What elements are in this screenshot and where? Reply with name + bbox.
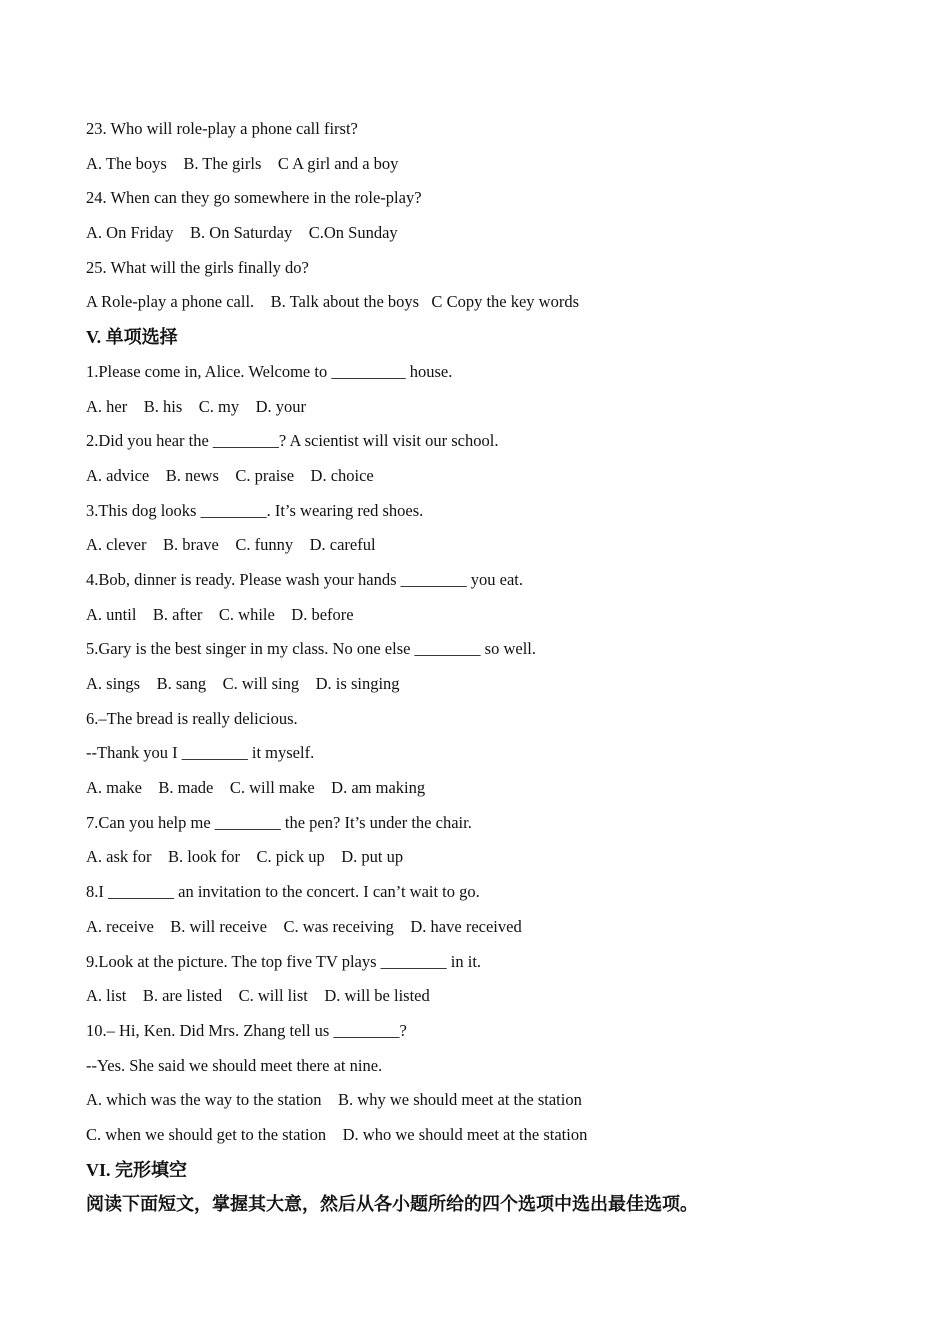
- sc-question-10: 10.– Hi, Ken. Did Mrs. Zhang tell us ________?: [86, 1020, 407, 1040]
- sc-question-8: 8.I ________ an invitation to the concert. I can’t wait to go.: [86, 882, 480, 902]
- sc-question-6-reply: --Thank you I ________ it myself.: [86, 743, 315, 763]
- sc-question-1: 1.Please come in, Alice. Welcome to _________ house.: [86, 361, 453, 381]
- sc-question-5: 5.Gary is the best singer in my class. No one else ________ so well.: [86, 639, 537, 659]
- options-24: A. On Friday B. On Saturday C.On Sunday: [86, 223, 398, 243]
- sc-options-6: A. make B. made C. will make D. am making: [86, 778, 426, 798]
- sc-question-10-reply: --Yes. She said we should meet there at nine.: [86, 1055, 383, 1075]
- sc-question-3: 3.This dog looks ________. It’s wearing red shoes.: [86, 500, 424, 520]
- options-23: A. The boys B. The girls C A girl and a boy: [86, 153, 399, 173]
- cloze-section: [86, 1153, 886, 1222]
- sc-question-7: 7.Can you help me ________ the pen? It’s under the chair.: [86, 812, 472, 832]
- question-25: 25. What will the girls finally do?: [86, 257, 309, 277]
- document-page: [86, 112, 886, 1222]
- sc-question-9: 9.Look at the picture. The top five TV plays ________ in it.: [86, 951, 482, 971]
- options-25: A Role-play a phone call. B. Talk about the boys C Copy the key words: [86, 292, 580, 312]
- sc-question-2: 2.Did you hear the ________? A scientist will visit our school.: [86, 431, 499, 451]
- listening-questions: [86, 112, 886, 320]
- section-v-heading: V. 单项选择: [86, 327, 178, 348]
- single-choice-section: [86, 320, 886, 1153]
- sc-options-3: A. clever B. brave C. funny D. careful: [86, 535, 376, 555]
- sc-options-10-ab: A. which was the way to the station B. why we should meet at the station: [86, 1090, 582, 1110]
- sc-options-8: A. receive B. will receive C. was receiving D. have received: [86, 916, 522, 936]
- sc-options-7: A. ask for B. look for C. pick up D. put up: [86, 847, 404, 867]
- question-24: 24. When can they go somewhere in the role-play?: [86, 188, 422, 208]
- sc-options-9: A. list B. are listed C. will list D. will be listed: [86, 986, 430, 1006]
- question-23: 23. Who will role-play a phone call first?: [86, 119, 358, 138]
- sc-question-4: 4.Bob, dinner is ready. Please wash your hands ________ you eat.: [86, 569, 524, 589]
- section-vi-heading: VI. 完形填空: [86, 1159, 188, 1180]
- sc-options-2: A. advice B. news C. praise D. choice: [86, 465, 374, 485]
- cloze-instruction: 阅读下面短文，掌握其大意，然后从各小题所给的四个选项中选出最佳选项。: [86, 1194, 698, 1215]
- sc-options-5: A. sings B. sang C. will sing D. is singing: [86, 674, 400, 693]
- sc-question-6: 6.–The bread is really delicious.: [86, 708, 298, 728]
- sc-options-1: A. her B. his C. my D. your: [86, 396, 306, 416]
- sc-options-4: A. until B. after C. while D. before: [86, 604, 354, 624]
- sc-options-10-cd: C. when we should get to the station D. who we should meet at the station: [86, 1124, 588, 1144]
